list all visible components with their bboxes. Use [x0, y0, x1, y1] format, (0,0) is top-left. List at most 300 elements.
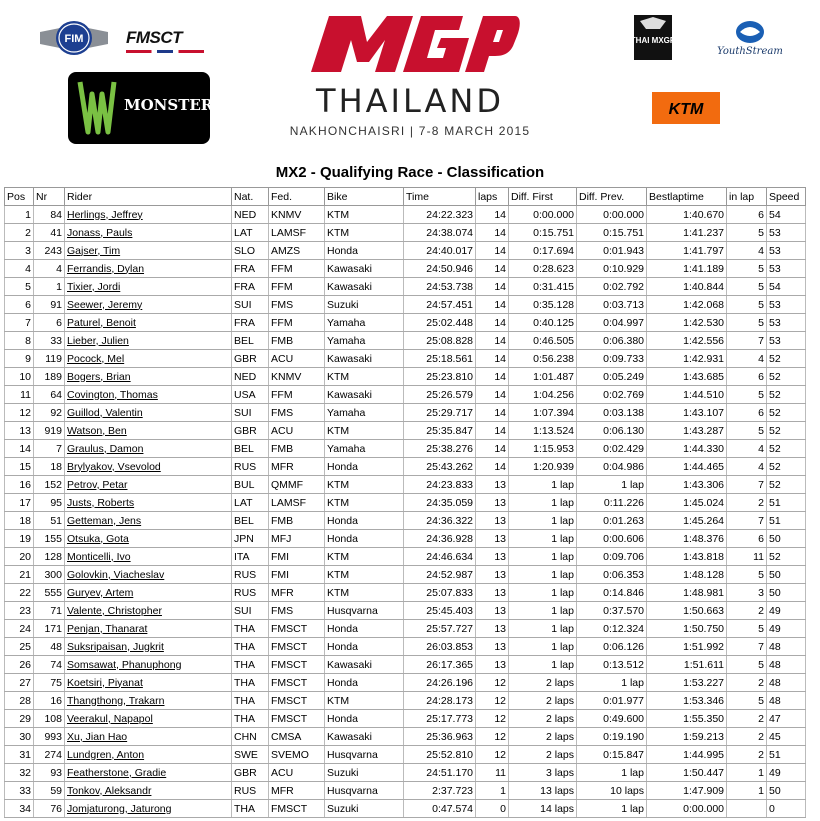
bike-cell: Suzuki: [325, 296, 404, 314]
time-cell: 24:57.451: [404, 296, 476, 314]
time-cell: 25:38.276: [404, 440, 476, 458]
laps-cell: 13: [476, 602, 509, 620]
diff-first-cell: 1 lap: [509, 656, 577, 674]
rider-cell[interactable]: Penjan, Thanarat: [65, 620, 232, 638]
fed-cell: LAMSF: [269, 494, 325, 512]
diff-first-cell: 0:35.128: [509, 296, 577, 314]
fed-cell: KNMV: [269, 368, 325, 386]
pos-cell: 5: [5, 278, 34, 296]
fed-cell: ACU: [269, 422, 325, 440]
pos-cell: 6: [5, 296, 34, 314]
table-row: [5, 440, 806, 458]
speed-cell: 52: [767, 458, 806, 476]
in-lap-cell: 2: [727, 710, 767, 728]
rider-cell[interactable]: Xu, Jian Hao: [65, 728, 232, 746]
bike-cell: Honda: [325, 710, 404, 728]
pos-cell: 31: [5, 746, 34, 764]
fed-cell: FMB: [269, 332, 325, 350]
rider-cell[interactable]: Jonass, Pauls: [65, 224, 232, 242]
speed-cell: 52: [767, 548, 806, 566]
laps-cell: 14: [476, 224, 509, 242]
rider-cell[interactable]: Tonkov, Aleksandr: [65, 782, 232, 800]
time-cell: 24:28.173: [404, 692, 476, 710]
time-cell: 24:26.196: [404, 674, 476, 692]
header-bestlaptime: Bestlaptime: [647, 188, 727, 206]
bestlaptime-cell: 1:59.213: [647, 728, 727, 746]
fed-cell: FMSCT: [269, 710, 325, 728]
rider-cell[interactable]: Graulus, Damon: [65, 440, 232, 458]
time-cell: 24:22.323: [404, 206, 476, 224]
nr-cell: 6: [34, 314, 65, 332]
rider-cell[interactable]: Koetsiri, Piyanat: [65, 674, 232, 692]
fed-cell: ACU: [269, 350, 325, 368]
pos-cell: 25: [5, 638, 34, 656]
fed-cell: FFM: [269, 260, 325, 278]
table-row: [5, 602, 806, 620]
mxgp-logo: [303, 12, 519, 76]
thai-mxgp-text: THAI MXGP: [630, 36, 676, 45]
table-row: [5, 710, 806, 728]
bike-cell: KTM: [325, 224, 404, 242]
speed-cell: 51: [767, 512, 806, 530]
header-bike: Bike: [325, 188, 404, 206]
bestlaptime-cell: 1:50.750: [647, 620, 727, 638]
in-lap-cell: 6: [727, 368, 767, 386]
in-lap-cell: 7: [727, 476, 767, 494]
nr-cell: 16: [34, 692, 65, 710]
diff-prev-cell: 0:03.138: [577, 404, 647, 422]
event-header: [0, 0, 820, 160]
thai-mxgp-logo: [630, 15, 676, 60]
rider-cell[interactable]: Getteman, Jens: [65, 512, 232, 530]
time-cell: 25:35.847: [404, 422, 476, 440]
laps-cell: 12: [476, 746, 509, 764]
bestlaptime-cell: 1:42.556: [647, 332, 727, 350]
bestlaptime-cell: 1:42.068: [647, 296, 727, 314]
header-pos: Pos: [5, 188, 34, 206]
diff-prev-cell: 0:11.226: [577, 494, 647, 512]
rider-cell[interactable]: Brylyakov, Vsevolod: [65, 458, 232, 476]
time-cell: 24:23.833: [404, 476, 476, 494]
nat-cell: BEL: [232, 440, 269, 458]
diff-first-cell: 2 laps: [509, 674, 577, 692]
fed-cell: MFR: [269, 584, 325, 602]
time-cell: 0:47.574: [404, 800, 476, 818]
bike-cell: Suzuki: [325, 800, 404, 818]
diff-prev-cell: 0:12.324: [577, 620, 647, 638]
rider-cell[interactable]: Herlings, Jeffrey: [65, 206, 232, 224]
bestlaptime-cell: 1:41.237: [647, 224, 727, 242]
time-cell: 24:46.634: [404, 548, 476, 566]
in-lap-cell: 5: [727, 422, 767, 440]
diff-prev-cell: 1 lap: [577, 764, 647, 782]
fed-cell: QMMF: [269, 476, 325, 494]
pos-cell: 30: [5, 728, 34, 746]
speed-cell: 53: [767, 260, 806, 278]
bike-cell: Husqvarna: [325, 746, 404, 764]
pos-cell: 22: [5, 584, 34, 602]
nat-cell: FRA: [232, 314, 269, 332]
laps-cell: 1: [476, 782, 509, 800]
rider-cell[interactable]: Suksripaisan, Jugkrit: [65, 638, 232, 656]
pos-cell: 14: [5, 440, 34, 458]
nr-cell: 93: [34, 764, 65, 782]
pos-cell: 20: [5, 548, 34, 566]
nr-cell: 91: [34, 296, 65, 314]
speed-cell: 47: [767, 710, 806, 728]
nat-cell: FRA: [232, 278, 269, 296]
nr-cell: 4: [34, 260, 65, 278]
rider-cell[interactable]: Ferrandis, Dylan: [65, 260, 232, 278]
fed-cell: FMI: [269, 566, 325, 584]
time-cell: 24:53.738: [404, 278, 476, 296]
time-cell: 25:02.448: [404, 314, 476, 332]
in-lap-cell: 2: [727, 602, 767, 620]
nat-cell: THA: [232, 692, 269, 710]
pos-cell: 34: [5, 800, 34, 818]
speed-cell: 48: [767, 674, 806, 692]
classification-table: [4, 187, 806, 818]
fed-cell: FFM: [269, 314, 325, 332]
speed-cell: 52: [767, 404, 806, 422]
diff-first-cell: 0:17.694: [509, 242, 577, 260]
bestlaptime-cell: 1:42.931: [647, 350, 727, 368]
pos-cell: 19: [5, 530, 34, 548]
rider-cell[interactable]: Watson, Ben: [65, 422, 232, 440]
bike-cell: KTM: [325, 692, 404, 710]
time-cell: 25:26.579: [404, 386, 476, 404]
table-row: [5, 314, 806, 332]
nat-cell: FRA: [232, 260, 269, 278]
diff-first-cell: 1 lap: [509, 566, 577, 584]
in-lap-cell: 5: [727, 620, 767, 638]
rider-cell[interactable]: Pocock, Mel: [65, 350, 232, 368]
bike-cell: Husqvarna: [325, 782, 404, 800]
fed-cell: FMS: [269, 602, 325, 620]
time-cell: 26:03.853: [404, 638, 476, 656]
rider-cell[interactable]: Valente, Christopher: [65, 602, 232, 620]
rider-cell[interactable]: Lundgren, Anton: [65, 746, 232, 764]
bike-cell: Honda: [325, 512, 404, 530]
table-row: [5, 764, 806, 782]
diff-first-cell: 13 laps: [509, 782, 577, 800]
table-row: [5, 494, 806, 512]
nr-cell: 95: [34, 494, 65, 512]
bestlaptime-cell: 1:45.024: [647, 494, 727, 512]
pos-cell: 2: [5, 224, 34, 242]
bestlaptime-cell: 1:44.995: [647, 746, 727, 764]
classification-title: MX2 - Qualifying Race - Classification: [275, 164, 545, 181]
time-cell: 24:35.059: [404, 494, 476, 512]
bestlaptime-cell: 1:41.189: [647, 260, 727, 278]
nat-cell: SUI: [232, 602, 269, 620]
nr-cell: 243: [34, 242, 65, 260]
in-lap-cell: 5: [727, 386, 767, 404]
diff-first-cell: 2 laps: [509, 710, 577, 728]
header-speed: Speed: [767, 188, 806, 206]
table-row: [5, 350, 806, 368]
nr-cell: 1: [34, 278, 65, 296]
fed-cell: LAMSF: [269, 224, 325, 242]
bike-cell: Kawasaki: [325, 350, 404, 368]
diff-first-cell: 1 lap: [509, 512, 577, 530]
bike-cell: Honda: [325, 620, 404, 638]
rider-cell[interactable]: Thangthong, Trakarn: [65, 692, 232, 710]
bike-cell: Yamaha: [325, 314, 404, 332]
pos-cell: 16: [5, 476, 34, 494]
table-row: [5, 242, 806, 260]
bike-cell: KTM: [325, 368, 404, 386]
pos-cell: 8: [5, 332, 34, 350]
table-row: [5, 800, 806, 818]
speed-cell: 53: [767, 332, 806, 350]
diff-first-cell: 2 laps: [509, 728, 577, 746]
diff-prev-cell: 0:06.130: [577, 422, 647, 440]
rider-cell[interactable]: Monticelli, Ivo: [65, 548, 232, 566]
table-row: [5, 584, 806, 602]
nat-cell: SUI: [232, 296, 269, 314]
nat-cell: THA: [232, 638, 269, 656]
in-lap-cell: 1: [727, 764, 767, 782]
diff-prev-cell: 0:06.126: [577, 638, 647, 656]
nat-cell: BEL: [232, 332, 269, 350]
time-cell: 25:29.717: [404, 404, 476, 422]
nat-cell: SUI: [232, 404, 269, 422]
nat-cell: NED: [232, 368, 269, 386]
diff-first-cell: 1:13.524: [509, 422, 577, 440]
bike-cell: Kawasaki: [325, 386, 404, 404]
bike-cell: KTM: [325, 584, 404, 602]
fed-cell: MFR: [269, 782, 325, 800]
nr-cell: 128: [34, 548, 65, 566]
nat-cell: THA: [232, 674, 269, 692]
table-row: [5, 782, 806, 800]
table-row: [5, 548, 806, 566]
laps-cell: 14: [476, 242, 509, 260]
bestlaptime-cell: 1:43.818: [647, 548, 727, 566]
nat-cell: THA: [232, 710, 269, 728]
fed-cell: KNMV: [269, 206, 325, 224]
time-cell: 24:51.170: [404, 764, 476, 782]
pos-cell: 11: [5, 386, 34, 404]
laps-cell: 12: [476, 674, 509, 692]
fed-cell: FMB: [269, 512, 325, 530]
rider-cell[interactable]: Guryev, Artem: [65, 584, 232, 602]
table-row: [5, 458, 806, 476]
header-nr: Nr: [34, 188, 65, 206]
header-diff-prev: Diff. Prev.: [577, 188, 647, 206]
speed-cell: 53: [767, 296, 806, 314]
laps-cell: 13: [476, 656, 509, 674]
nat-cell: GBR: [232, 764, 269, 782]
pos-cell: 15: [5, 458, 34, 476]
rider-cell[interactable]: Covington, Thomas: [65, 386, 232, 404]
table-row: [5, 512, 806, 530]
mxgp-text: MXGP: [409, 52, 413, 53]
pos-cell: 7: [5, 314, 34, 332]
pos-cell: 17: [5, 494, 34, 512]
time-cell: 25:18.561: [404, 350, 476, 368]
diff-first-cell: 2 laps: [509, 692, 577, 710]
in-lap-cell: 6: [727, 530, 767, 548]
rider-cell[interactable]: Golovkin, Viacheslav: [65, 566, 232, 584]
diff-prev-cell: 0:06.353: [577, 566, 647, 584]
diff-first-cell: 1 lap: [509, 620, 577, 638]
speed-cell: 49: [767, 764, 806, 782]
fed-cell: FMB: [269, 440, 325, 458]
table-row: [5, 368, 806, 386]
thai-flag-stripe: [126, 50, 204, 53]
bestlaptime-cell: 1:51.992: [647, 638, 727, 656]
time-cell: 25:23.810: [404, 368, 476, 386]
time-cell: 24:52.987: [404, 566, 476, 584]
laps-cell: 12: [476, 710, 509, 728]
fim-logo: [38, 18, 110, 58]
fed-cell: AMZS: [269, 242, 325, 260]
fed-cell: FMI: [269, 548, 325, 566]
rider-cell[interactable]: Lieber, Julien: [65, 332, 232, 350]
bestlaptime-cell: 1:45.264: [647, 512, 727, 530]
in-lap-cell: 5: [727, 656, 767, 674]
table-row: [5, 206, 806, 224]
speed-cell: 54: [767, 206, 806, 224]
nat-cell: RUS: [232, 782, 269, 800]
laps-cell: 13: [476, 494, 509, 512]
speed-cell: 53: [767, 224, 806, 242]
pos-cell: 10: [5, 368, 34, 386]
event-country: THAILAND: [316, 82, 504, 120]
table-row: [5, 422, 806, 440]
time-cell: 2:37.723: [404, 782, 476, 800]
rider-cell[interactable]: Featherstone, Gradie: [65, 764, 232, 782]
speed-cell: 48: [767, 638, 806, 656]
fed-cell: CMSA: [269, 728, 325, 746]
nat-cell: JPN: [232, 530, 269, 548]
nr-cell: 274: [34, 746, 65, 764]
table-row: [5, 728, 806, 746]
diff-prev-cell: 0:03.713: [577, 296, 647, 314]
diff-prev-cell: 0:10.929: [577, 260, 647, 278]
in-lap-cell: 5: [727, 278, 767, 296]
laps-cell: 14: [476, 368, 509, 386]
bestlaptime-cell: 1:50.663: [647, 602, 727, 620]
laps-cell: 0: [476, 800, 509, 818]
nat-cell: CHN: [232, 728, 269, 746]
table-row: [5, 278, 806, 296]
rider-cell[interactable]: Somsawat, Phanuphong: [65, 656, 232, 674]
table-row: [5, 476, 806, 494]
in-lap-cell: 6: [727, 404, 767, 422]
rider-cell[interactable]: Gajser, Tim: [65, 242, 232, 260]
laps-cell: 14: [476, 314, 509, 332]
youthstream-logo: [710, 18, 790, 62]
nr-cell: 51: [34, 512, 65, 530]
bike-cell: Honda: [325, 638, 404, 656]
nat-cell: THA: [232, 800, 269, 818]
fed-cell: FMSCT: [269, 620, 325, 638]
rider-cell[interactable]: Petrov, Petar: [65, 476, 232, 494]
rider-cell[interactable]: Seewer, Jeremy: [65, 296, 232, 314]
nat-cell: THA: [232, 656, 269, 674]
diff-prev-cell: 0:01.977: [577, 692, 647, 710]
nr-cell: 59: [34, 782, 65, 800]
nat-cell: SLO: [232, 242, 269, 260]
nat-cell: LAT: [232, 494, 269, 512]
ktm-logo: [652, 92, 720, 124]
nat-cell: RUS: [232, 458, 269, 476]
diff-first-cell: 0:31.415: [509, 278, 577, 296]
diff-prev-cell: 0:14.846: [577, 584, 647, 602]
diff-prev-cell: 0:37.570: [577, 602, 647, 620]
laps-cell: 14: [476, 260, 509, 278]
fed-cell: FMS: [269, 404, 325, 422]
time-cell: 25:07.833: [404, 584, 476, 602]
time-cell: 26:17.365: [404, 656, 476, 674]
in-lap-cell: 2: [727, 728, 767, 746]
bestlaptime-cell: 1:40.844: [647, 278, 727, 296]
laps-cell: 13: [476, 638, 509, 656]
bike-cell: Kawasaki: [325, 728, 404, 746]
nat-cell: GBR: [232, 422, 269, 440]
pos-cell: 21: [5, 566, 34, 584]
time-cell: 25:43.262: [404, 458, 476, 476]
fmsct-text: FMSCT: [126, 28, 183, 47]
speed-cell: 50: [767, 530, 806, 548]
rider-cell[interactable]: Tixier, Jordi: [65, 278, 232, 296]
speed-cell: 52: [767, 440, 806, 458]
rider-cell[interactable]: Bogers, Brian: [65, 368, 232, 386]
pos-cell: 1: [5, 206, 34, 224]
in-lap-cell: 4: [727, 242, 767, 260]
pos-cell: 18: [5, 512, 34, 530]
diff-prev-cell: 0:13.512: [577, 656, 647, 674]
in-lap-cell: 2: [727, 494, 767, 512]
table-row: [5, 638, 806, 656]
bike-cell: KTM: [325, 476, 404, 494]
bestlaptime-cell: 1:48.376: [647, 530, 727, 548]
pos-cell: 29: [5, 710, 34, 728]
rider-cell[interactable]: Otsuka, Gota: [65, 530, 232, 548]
diff-prev-cell: 0:02.429: [577, 440, 647, 458]
nat-cell: BUL: [232, 476, 269, 494]
rider-cell[interactable]: Guillod, Valentin: [65, 404, 232, 422]
rider-cell[interactable]: Justs, Roberts: [65, 494, 232, 512]
diff-first-cell: 1:04.256: [509, 386, 577, 404]
diff-first-cell: 0:56.238: [509, 350, 577, 368]
in-lap-cell: 3: [727, 584, 767, 602]
monster-energy-logo: [68, 72, 292, 144]
bike-cell: Yamaha: [325, 440, 404, 458]
header-laps: laps: [476, 188, 509, 206]
table-row: [5, 746, 806, 764]
rider-cell[interactable]: Veerakul, Napapol: [65, 710, 232, 728]
header-fed: Fed.: [269, 188, 325, 206]
in-lap-cell: 4: [727, 440, 767, 458]
rider-cell[interactable]: Paturel, Benoit: [65, 314, 232, 332]
speed-cell: 52: [767, 350, 806, 368]
header-diff-first: Diff. First: [509, 188, 577, 206]
nr-cell: 48: [34, 638, 65, 656]
bike-cell: Honda: [325, 458, 404, 476]
pos-cell: 24: [5, 620, 34, 638]
rider-cell[interactable]: Jomjaturong, Jaturong: [65, 800, 232, 818]
diff-prev-cell: 0:05.249: [577, 368, 647, 386]
ktm-text: KTM: [668, 101, 704, 118]
in-lap-cell: 5: [727, 566, 767, 584]
bike-cell: Honda: [325, 242, 404, 260]
laps-cell: 14: [476, 386, 509, 404]
laps-cell: 12: [476, 692, 509, 710]
